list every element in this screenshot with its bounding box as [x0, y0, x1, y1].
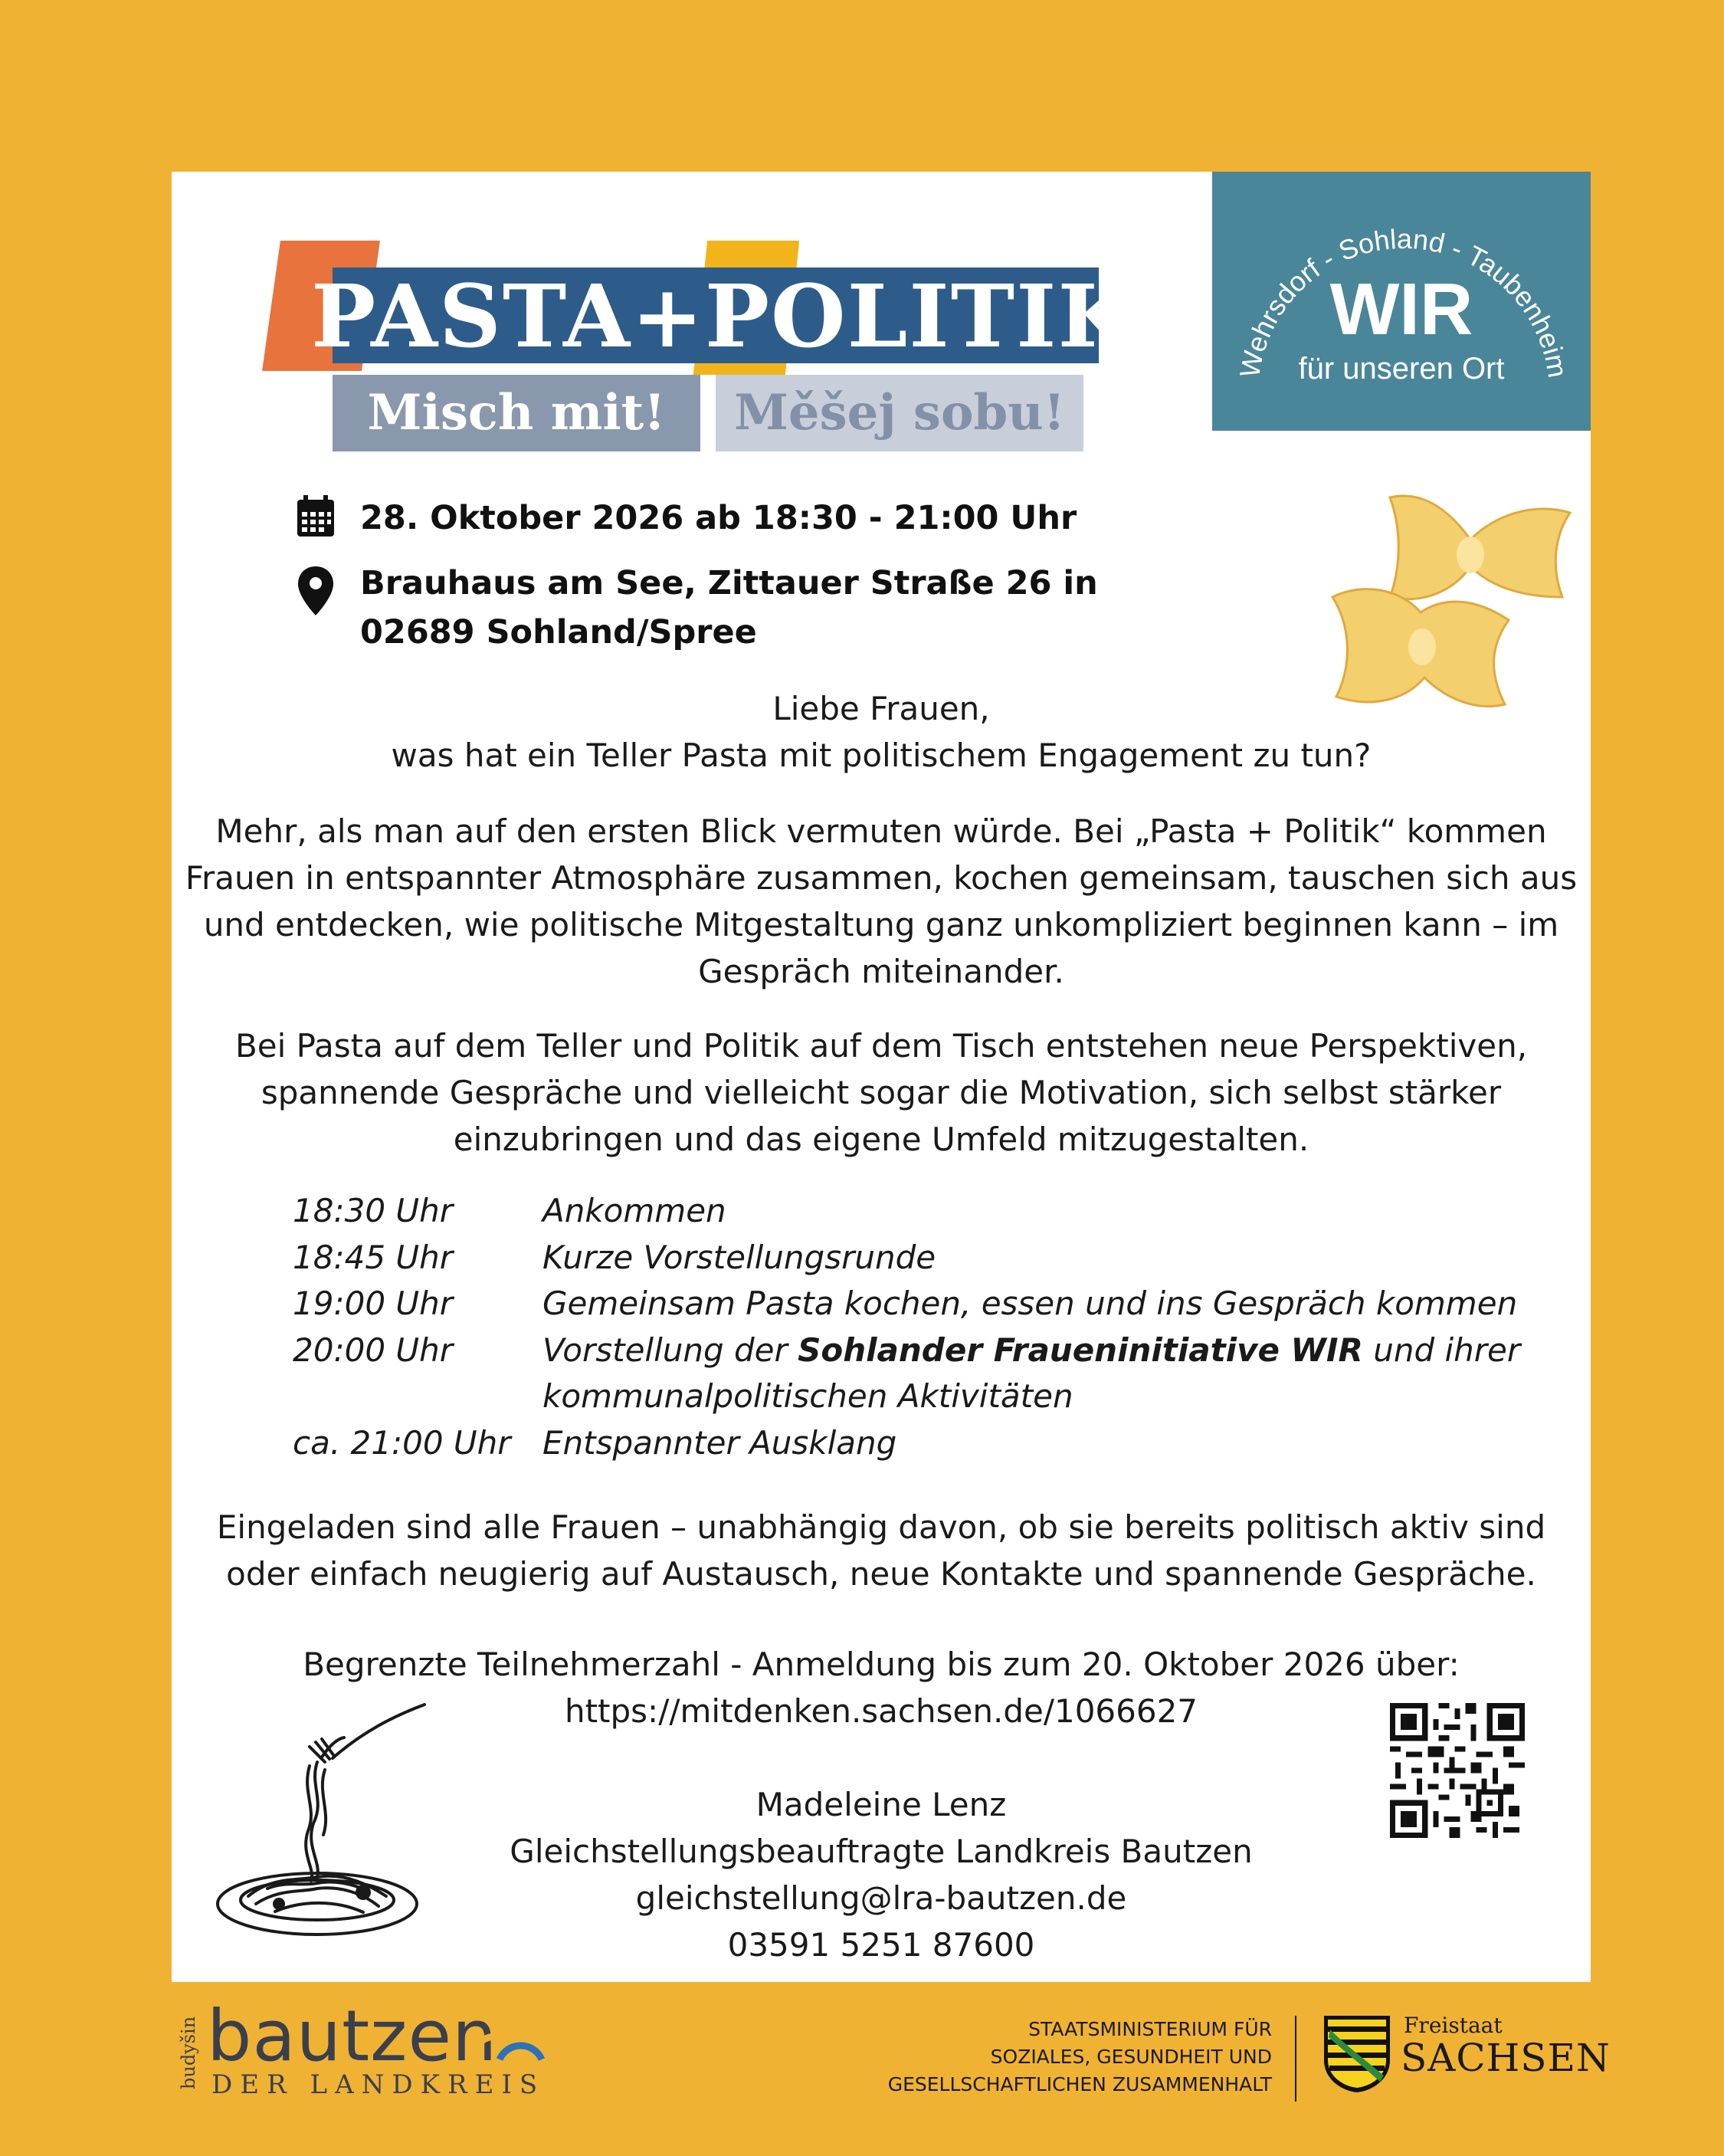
paragraph-line: Bei Pasta auf dem Teller und Politik auf dem Tisch entstehen neue Perspektiven,: [234, 1027, 1528, 1065]
paragraph-line: Mehr, als man auf den ersten Blick vermuten würde. Bei „Pasta + Politik“ kommen: [215, 812, 1547, 850]
paragraph-line: einzubringen und das eigene Umfeld mitzugestalten.: [453, 1121, 1309, 1158]
schedule-row: [293, 1420, 1557, 1467]
calendar-icon: [294, 494, 337, 540]
logo-subtitle-german: Misch mit!: [333, 375, 700, 451]
contact-name: Madeleine Lenz: [755, 1786, 1007, 1823]
intro-line: Liebe Frauen,: [772, 690, 990, 727]
landkreis-wordmark: DER LANDKREIS: [211, 2069, 546, 2100]
contact-role: Gleichstellungsbeauftragte Landkreis Bautzen: [510, 1833, 1253, 1870]
schedule-activity: Ankommen: [542, 1192, 726, 1229]
intro-line: was hat ein Teller Pasta mit politischem Engagement zu tun?: [391, 737, 1372, 774]
event-location-line2: 02689 Sohland/Spree: [360, 613, 757, 651]
intro-text: [172, 685, 1591, 779]
schedule-activity: kommunalpolitischen Aktivitäten: [542, 1377, 1073, 1415]
event-location-line1: Brauhaus am See, Zittauer Straße 26 in: [360, 564, 1098, 602]
bautzen-landkreis-logo: [178, 1995, 576, 2104]
contact-phone: 03591 5251 87600: [727, 1926, 1035, 1964]
initiative-name: Sohlander Fraueninitiative WIR: [798, 1331, 1363, 1369]
location-pin-icon: [294, 565, 337, 619]
paragraph-line: Eingeladen sind alle Frauen – unabhängig davon, ob sie bereits politisch aktiv sind: [216, 1508, 1546, 1546]
schedule-activity-pre: Vorstellung der: [542, 1331, 798, 1369]
logo-subtitle-sorbian: Měšej sobu!: [716, 375, 1083, 451]
event-location: [360, 559, 1098, 657]
spaghetti-plate-illustration: [202, 1685, 432, 1946]
schedule-row: [293, 1188, 1557, 1235]
svg-text:Wehrsdorf - Sohland - Taubenhe: Wehrsdorf - Sohland - Taubenheim: [1233, 222, 1575, 380]
paragraph-line: Frauen in entspannter Atmosphäre zusammen, kochen gemeinsam, tauschen sich aus: [185, 859, 1578, 897]
event-date-row: [294, 494, 1077, 543]
event-location-row: [294, 559, 1098, 657]
pasta-politik-logo: [271, 241, 1134, 451]
bautzen-sorbian-name: budyšin: [178, 2016, 199, 2089]
wir-subtitle: für unseren Ort: [1298, 352, 1505, 386]
schedule-activity: Kurze Vorstellungsrunde: [542, 1238, 936, 1276]
freistaat-label: Freistaat: [1404, 2013, 1503, 2038]
schedule-time: 18:30 Uhr: [293, 1192, 454, 1229]
paragraph-2: [172, 1022, 1591, 1163]
ministry-line: STAATSMINISTERIUM FÜR: [1028, 2018, 1272, 2040]
wir-title: WIR: [1329, 268, 1473, 350]
schedule-activity-post: und ihrer: [1362, 1331, 1521, 1369]
schedule-time: ca. 21:00 Uhr: [293, 1423, 511, 1462]
paragraph-line: spannende Gespräche und vielleicht sogar die Motivation, sich selbst stärker: [261, 1074, 1502, 1111]
paragraph-line: Gespräch miteinander.: [698, 953, 1064, 990]
ministry-name: [812, 2016, 1272, 2099]
freistaat-sachsen-logo: [1322, 2013, 1611, 2097]
registration-text: Begrenzte Teilnehmerzahl - Anmeldung bis zum 20. Oktober 2026 über:: [303, 1646, 1460, 1683]
schedule-row: [293, 1281, 1557, 1327]
schedule-row: [293, 1327, 1557, 1374]
event-date: 28. Oktober 2026 ab 18:30 - 21:00 Uhr: [360, 499, 1077, 537]
schedule-time: 19:00 Uhr: [293, 1285, 454, 1322]
ministry-line: SOZIALES, GESUNDHEIT UND: [990, 2046, 1272, 2068]
flyer-card: [172, 172, 1591, 1982]
schedule-activity: [542, 1327, 1557, 1374]
wir-badge: [1212, 172, 1591, 431]
schedule-activity: Gemeinsam Pasta kochen, essen und ins Gespräch kommen: [542, 1285, 1518, 1322]
ministry-line: GESELLSCHAFTLICHEN ZUSAMMENHALT: [887, 2073, 1272, 2095]
logo-title: PASTA+POLITIK: [311, 267, 1134, 367]
qr-code[interactable]: [1390, 1703, 1525, 1838]
paragraph-line: und entdecken, wie politische Mitgestaltung ganz unkompliziert beginnen kann – im: [203, 906, 1559, 943]
schedule-row: [293, 1373, 1557, 1420]
bautzen-logo-arcs: [465, 2021, 549, 2067]
registration-link[interactable]: https://mitdenken.sachsen.de/1066627: [564, 1692, 1198, 1730]
schedule-time: 20:00 Uhr: [293, 1331, 454, 1369]
schedule-row: [293, 1235, 1557, 1281]
schedule-time: 18:45 Uhr: [293, 1238, 454, 1276]
schedule: [293, 1188, 1557, 1466]
contact-email[interactable]: gleichstellung@lra-bautzen.de: [635, 1879, 1127, 1917]
paragraph-3: [172, 1504, 1591, 1597]
bautzen-wordmark: bautzen: [207, 1995, 498, 2077]
footer-divider: [1295, 2016, 1296, 2102]
sachsen-coat-of-arms-icon: [1322, 2014, 1391, 2094]
schedule-activity: Entspannter Ausklang: [542, 1423, 897, 1462]
sachsen-label: SACHSEN: [1401, 2036, 1611, 2080]
paragraph-line: oder einfach neugierig auf Austausch, neue Kontakte und spannende Gespräche.: [226, 1555, 1536, 1593]
paragraph-1: [172, 808, 1591, 995]
